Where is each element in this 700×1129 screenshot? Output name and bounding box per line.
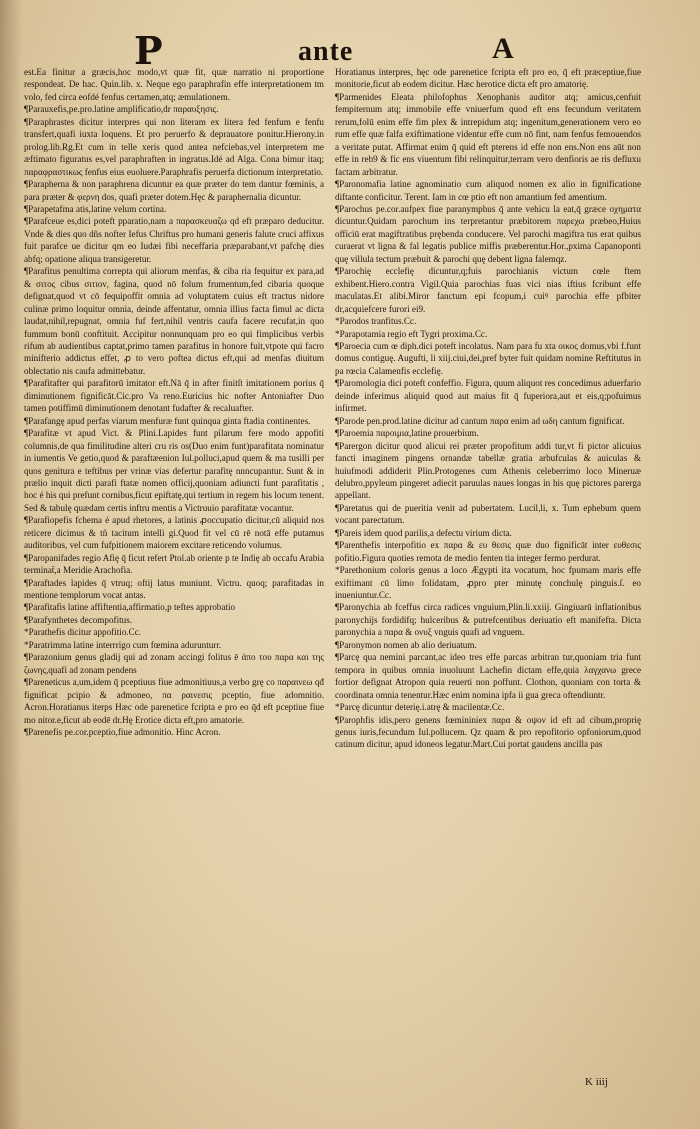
entry: est.Ea finitur a græcis,hoc modo,vt quæ fit, quæ narratio ni proportione respondeat. De hac. Quin.lib. x. Neque ego paraphrafin effe interpretationem tm volo, fed circa eofdé fenfus certamen,atq; æmulationem. (24, 67, 324, 102)
entry: ¶Parafynthetes decompofitus. (24, 614, 133, 625)
entry: ¶Parafitus penultima correpta qui aliorum menfas, & ciba ria fequitur ex para,ad & σιτος cibus σιτιον, fagina, quod nō folum frumentum,fed cibaria quoque defignat,quod vt cō fequipoffit omnia ad voluptatem cuius eft tractus nidore culinæ primo loquitur omnia, deinde affentatur, omnia illius facta fimul ac dicta laudat,nihil,repugnat, omnia fuf fert,nihil ventris caufa facere recufat,in quo fummum bonū conftituit. Accipitur nonnunquam pro eo qui fimplicibus verbis rifum ab audientibus captat,primo tamen parafitus in honore fuit,vtpote qui facro minifterio addictus effet, ꝓ to vero poftea dictus eft,qui ad menfas diuitum oblectatio nis caufa admittebatur. (24, 266, 324, 376)
entry: ¶Parafitafis latine affiftentia,affirmatio,p teftes approbatio (24, 602, 236, 613)
entry: ¶Paraftades lapides q̄ vtruq; oftij latus muniunt. Victru. quoq; parafitadas in mentione templorum vocat antas. (24, 577, 324, 601)
entry: ¶Paropanifades regio Afię q̄ ficut refert Ptol.ab oriente p te Indię ab occafu Arabia terminat̄,a Meridie Arachofia. (24, 552, 324, 576)
entry: ¶Parapetafma atis,latine velum cortina. (24, 203, 167, 214)
entry: ¶Parafiopefis fchema é apud rhetores, a latinis ꝓoccupatio dicitur,cū aliquid nos reticere dicimus & tñ tacitum intelli gi.Quod fit vel cū rē notā effe putamus auditoribus, vel cum fufpitionem maiorem excitare reticendo volumus. (24, 515, 324, 551)
entry: ¶Parafitafter qui parafitorū imitator eft.Nā q̄ in after finitſt imitationem porius q̄ diminutionem fignificāt.Cic.pro Va reno.Euricius hic nofter Antoniafter Duo tamen potiffimū diminutionem denotant fudafter & recaluafter. (24, 378, 324, 414)
entry: ¶Parochus pe.cor.aufpex fiue paranymphus q̄ ante vehicu la eat,q̄ græce οχηματα dicuntur.Quidam parochum ins terpretantur præbitorem παρεχω præbeo,Huius officiū erat magiftratibus prębenda conducere. Vel parochi magiftra tus erat quibus curaerat vt ligna & fal legatis publice miffis præberentur.Hor.,pxima Capanoponti quę villula tectum præbuit & parochi quę debent ligna falemqz. (335, 203, 641, 264)
entry: ¶Parafceue es,dici poteft pparatio,nam a παρασκευαζω qd eft præparo deducitur. Vnde & dies quo dñs nofter Iefus Chriftus pro humani generis falute cruci affixus fuit parafce ue dicitur qm eo Iudæi fibi neceffaria præparabant,vt pafchę dies abfq; opatione aliqua transigeretur. (24, 216, 324, 264)
entry: ¶Paronychia ab fceffus circa radices vnguium,Plin.li.xxiij. Gingiuarū inflationibus paronychijs fordidifq; hulceribus & putrefcentibus deriuatio eft manifefta. Dicta paronychia a παρα & ονυξ vnguis quafi ad vnguem. (335, 602, 641, 638)
entry: ¶Paronymon nomen ab alio deriuatum. (335, 639, 477, 650)
entry: *Parapotamia regio eft Tygri proxima.Cc. (335, 328, 488, 339)
right-initial-letter: A (492, 32, 514, 65)
entry: ¶Paraphrastes dicitur interpres qui non literam ex litera fed fenfum e fenfu transfert,quafi iuxta loquens. Et pro peruerfo & deprauatore ponitur.Hierony.in prolog.lib.Rg.Et cum in telle xeris quod antea nefciebas,vel interpretem me æftimato figuratus es,vel paraphraften in ingratus.Idé ad Alga. Cona bimur itaq; παραφραστικως fenfus eius euoluere.Paraphrafis peruerfa dictionum interpretatio. (24, 116, 324, 177)
entry: ¶Parazonium genus gladij qui ad zonam accingi folitus ē ἀπο του παρα και της ζωνης,quafi ad zonam pendens (24, 652, 324, 675)
entry: ¶Parenthefis interpofitio ex παρα & ευ θεσις quæ duo fignificāt inter ευθεσις pofitio.Figura quoties remota de medio fenten tia integer fermo perdurat. (335, 540, 641, 563)
entry: *Paratrimma latine interrrigo cum fœmina adurunturr. (24, 639, 222, 650)
entry: ¶Parapherna & non paraphrena dicuntur ea quæ præter do tem dantur fœminis, a para præter & φερνη dos, quafi præter dotem.Hęc & paraphernalia dicuntur. (24, 179, 324, 202)
entry: *Parcę dicuntur deterię.i.atrę & macilentæ.Cc. (335, 702, 505, 713)
entry: ¶Parmenides Eleata philofophus Xenophanis auditor atq; amicus,cenfuit fempiternum atq; immobile effe vniuerfum quod eft ens fecundum veritatem rerum,folū enim effe fim plex & intrepidum atq; ingenitum,generationem vero eo rum effe quæ falfa exiftimatione videntur effe cum nō fint, nam fenfus femouendos a veritate putat. Affirmat enim q̄ quid eft pterens id effe non ens.Non ens aūt non effe in reb9 & fic ens viuentum fibi relinquitur,terram vero denfioris ae ris defluxu factam arbitratur. (335, 91, 641, 177)
entry: *Parathefis dicitur appofitio.Cc. (24, 627, 142, 638)
initial-letter: P (134, 28, 163, 73)
running-head: ante (298, 36, 354, 67)
entry: ¶Paroemia παροιμια,latine prouerbium. (335, 428, 479, 439)
entry: ¶Parcę qua nemini parcant,ac ideo tres effe parcas arbitran tur,quoniam tria funt tempora in quibus omnia inuoluunt Lachefin dictam effe,quia λαγχανω grece fortior defignat Atropon quia reuerti non poffunt. Clothon, quoniam con torta & coordinata omnia tenentur.Hæc enim nomina ipfa ii gua greca oftendiuntr. (335, 652, 641, 700)
entry: ¶Parophfis idis,pero genens fœmininiex παρα & οψον id eft ad cibum,proprię genus iuris,fecundum Iul.pollucem. Qz quam & pro repofitorio opfoniorum,quod catinum dicitur, apud idoneos legatur.Mart.Cui portat gaudens ancilla pas (335, 714, 641, 750)
entry: ¶Parochię ecclefię dicuntur,q;fuis parochianis victum cœle ftem exhibent.Hiero.contra Vigil.Quia parochias fuas vici nias iftius fcribunt effe maculatas.Et alibi.Miror fanctum epi fcopum,i cuiꝰ parochia effe pfbiter dr,acquiefcere furori ei9. (335, 266, 641, 314)
entry: *Parethonium coloris genus a loco Ægypti ita vocatum, hoc fpumam maris effe exiftimant cū limo folidatam, ꝓpro pter minutę conchulę pinguis.ſ. eo inueniuntur.Cc. (335, 565, 641, 601)
entry: ¶Parode pen.prod.latine dicitur ad cantum παρα enim ad ωδη cantum fignificat. (335, 415, 625, 426)
right-column (335, 66, 641, 1066)
entry: ¶Parauxefis,pe.pro.latine amplificatio,dr παραυξησις. (24, 104, 219, 115)
entry: ¶Paromologia dici poteft confeffio. Figura, quum aliquot res concedimus aduerfario deinde inferimus aliquid quod aut maius fit q̄ fuperiora,aut et eis,q;pofuimus infirmet. (335, 378, 641, 414)
entry: *Parodos tranfitus.Cc. (335, 316, 417, 327)
left-column (24, 66, 324, 1086)
signature-mark: K iiij (585, 1076, 608, 1088)
entry: ¶Paronomafia latine agnominatio cum aliquod nomen ex alio in fignificatione diftante conficitur. Terent. Iam in cœ ptio eft non amantium fed amentium. (335, 179, 641, 202)
entry: ¶Pareneticus a,um,idem q̄ pceptiuus fiue admonitiuus,a verbo grę co παραινεω qđ fignificat pcipio & admoneo, πα ραινεσις pceptio, fiue adomnitio. Acron.Horatianus iterps Hæc ode parenetice fcripta e pro eo q̄d eft pceptiue fiue mo nitor.e,ficut ab eodē dr.Hę Erotice dicta eft,pro amatorie. (24, 677, 324, 725)
entry: ¶Parenefis pe.cor.pceptio,fiue admonitio. Hinc Acron. (24, 727, 221, 738)
entry: ¶Parergon dicitur quod alicui rei præter propofitum addi tur,vt fi pictor alicuius fancti imaginem pingens ornandæ tabellæ gratia arbufculas & auiculas & huiufmodi addiderit Plin.Protogenes cum Athenis celeberrimo loco Mineruæ delubro,ppyleum pingeret adiecit paruulas naues longas in his quę pictores parerga appellant. (335, 440, 641, 501)
entry: ¶Paretatus qui de pueritia venit ad pubertatem. Lucil,li, x. Tum ephebum quem vocant parectatum. (335, 502, 641, 526)
entry: Horatianus interpres, hęc ode parenetice fcripta eft pro eo, q̄ eft præceptiue,fiue monitorie,ficut ab eodem dicitur. Hæc herotice dicta eft pro amatorię. (335, 67, 641, 90)
entry: ¶Parafitæ vt apud Vict. & Plini.Lapides funt pilarum fere modo appofiti columnis,de qua fimilitudine alteri cru ris os(Duo enim funt)parafitata nominatur in iumentis Ve getio,quod & paraftæenion Iul.polluci,apud quem & ma tusilli per quos genitura e teftibus per vrinæ vias defertur parafitę nnncupantur. Sunt & in prælio inquit dicti parafi ftatæ nomen officij,quoniam adiuncti funt parafitatis , hoc é his qui prefunt cornibus,ficut epiftatę,qui tertium in regem his locum tenent. Sed & tabulę quædam certis inftru mentis a Victruuio parafitatæ vocantur. (24, 428, 324, 513)
entry: ¶Pareis idem quod parilis,a defectu virium dicta. (335, 527, 512, 538)
entry: ¶Paroecia cum œ diph.dici poteft incolatus. Nam para fu xta οικος domus,vbi f.funt domus contiguę. Augufti, li xiij.ciui,dei,pref byter fuit quidam nomine Reftitutus in pa rœcia Calamenfis ecclefię. (335, 340, 641, 376)
entry: ¶Parafangę apud perfas viarum menfuræ funt quinqua ginta ftadia continentes. (24, 415, 311, 426)
